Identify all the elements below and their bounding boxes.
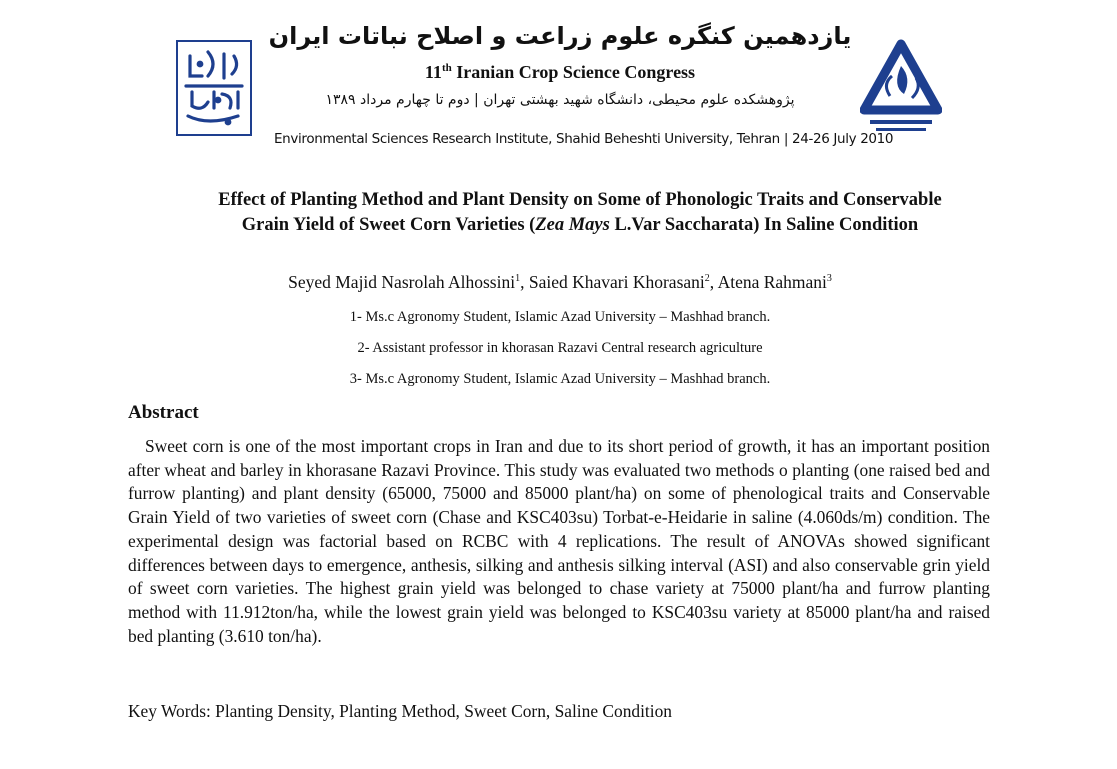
paper-title-italic: Zea Mays — [535, 215, 610, 235]
congress-name: Iranian Crop Science Congress — [451, 62, 696, 82]
paper-title — [120, 188, 1040, 238]
affiliation-2: 2- Assistant professor in khorasan Razavi Central research agriculture — [357, 340, 763, 356]
english-congress-title — [260, 54, 860, 86]
header-center — [260, 18, 860, 114]
institute-logo — [860, 38, 942, 138]
paper-title-line-1: Effect of Planting Method and Plant Density on Some of Phonologic Traits and Conservable — [218, 190, 942, 210]
author-name: Atena Rahmani — [717, 272, 827, 292]
university-logo — [176, 40, 252, 136]
congress-ordinal: 11 — [424, 62, 442, 82]
persian-congress-title: یازدهمین کنگره علوم زراعت و اصلاح نباتات ایران — [268, 22, 852, 50]
author-affiliation-mark: 1 — [515, 273, 521, 285]
congress-ordinal-suffix: th — [441, 62, 452, 74]
triangle-leaf-logo-icon — [860, 38, 942, 138]
calligraphy-seal-icon — [178, 42, 250, 134]
persian-congress-subtitle: پژوهشکده علوم محیطی، دانشگاه شهید بهشتی تهران | دوم تا چهارم مرداد ۱۳۸۹ — [325, 92, 795, 108]
author-affiliation-mark: 2 — [704, 273, 710, 285]
author-separator: , — [709, 272, 718, 292]
author-affiliation-mark: 3 — [826, 273, 832, 285]
paper-title-line-2 — [120, 213, 1040, 238]
author-name: Saied Khavari Khorasani — [528, 272, 705, 292]
conference-header — [0, 0, 1117, 160]
affiliation-1: 1- Ms.c Agronomy Student, Islamic Azad University – Mashhad branch. — [349, 309, 771, 325]
abstract-text: Sweet corn is one of the most important crops in Iran and due to its short period of growth, it has an important position after wheat and barley in khorasane Razavi Province. This study was evaluated two methods o planting (one raised bed and furrow planting) and plant density (65000, 75000 and 85000 plant/ha) on some of phenological traits and Conservable Grain Yield of two varieties of sweet corn (Chase and KSC403su) Torbat-e-Heidarie in saline (4.060ds/m) condition. The experimental design was factorial based on RCBC with 4 replications. The result of ANOVAs showed significant differences between days to emergence, anthesis, silking and anthesis silking interval (ASI) and also conservable grin yield of sweet corn varieties. The highest grain yield was belonged to chase variety at 75000 plant/ha and furrow planting method with 11.912ton/ha, while the lowest grain yield was belonged to KSC403su variety at 85000 plant/ha and raised bed planting (3.610 ton/ha). — [128, 436, 990, 646]
abstract-heading: Abstract — [128, 402, 199, 423]
keywords: Key Words: Planting Density, Planting Method, Sweet Corn, Saline Condition — [128, 701, 672, 721]
affiliation-3: 3- Ms.c Agronomy Student, Islamic Azad University – Mashhad branch. — [349, 371, 771, 387]
english-congress-subtitle: Environmental Sciences Research Institute, Shahid Beheshti University, Tehran | 24-26 July 2010 — [274, 131, 894, 147]
paper-title-part-a: Grain Yield of Sweet Corn Varieties ( — [241, 215, 536, 235]
author-list — [120, 272, 1000, 293]
author-name: Seyed Majid Nasrolah Alhossini — [288, 272, 516, 292]
paper-title-part-b: L.Var Saccharata) In Saline Condition — [609, 215, 919, 235]
author-separator: , — [520, 272, 529, 292]
